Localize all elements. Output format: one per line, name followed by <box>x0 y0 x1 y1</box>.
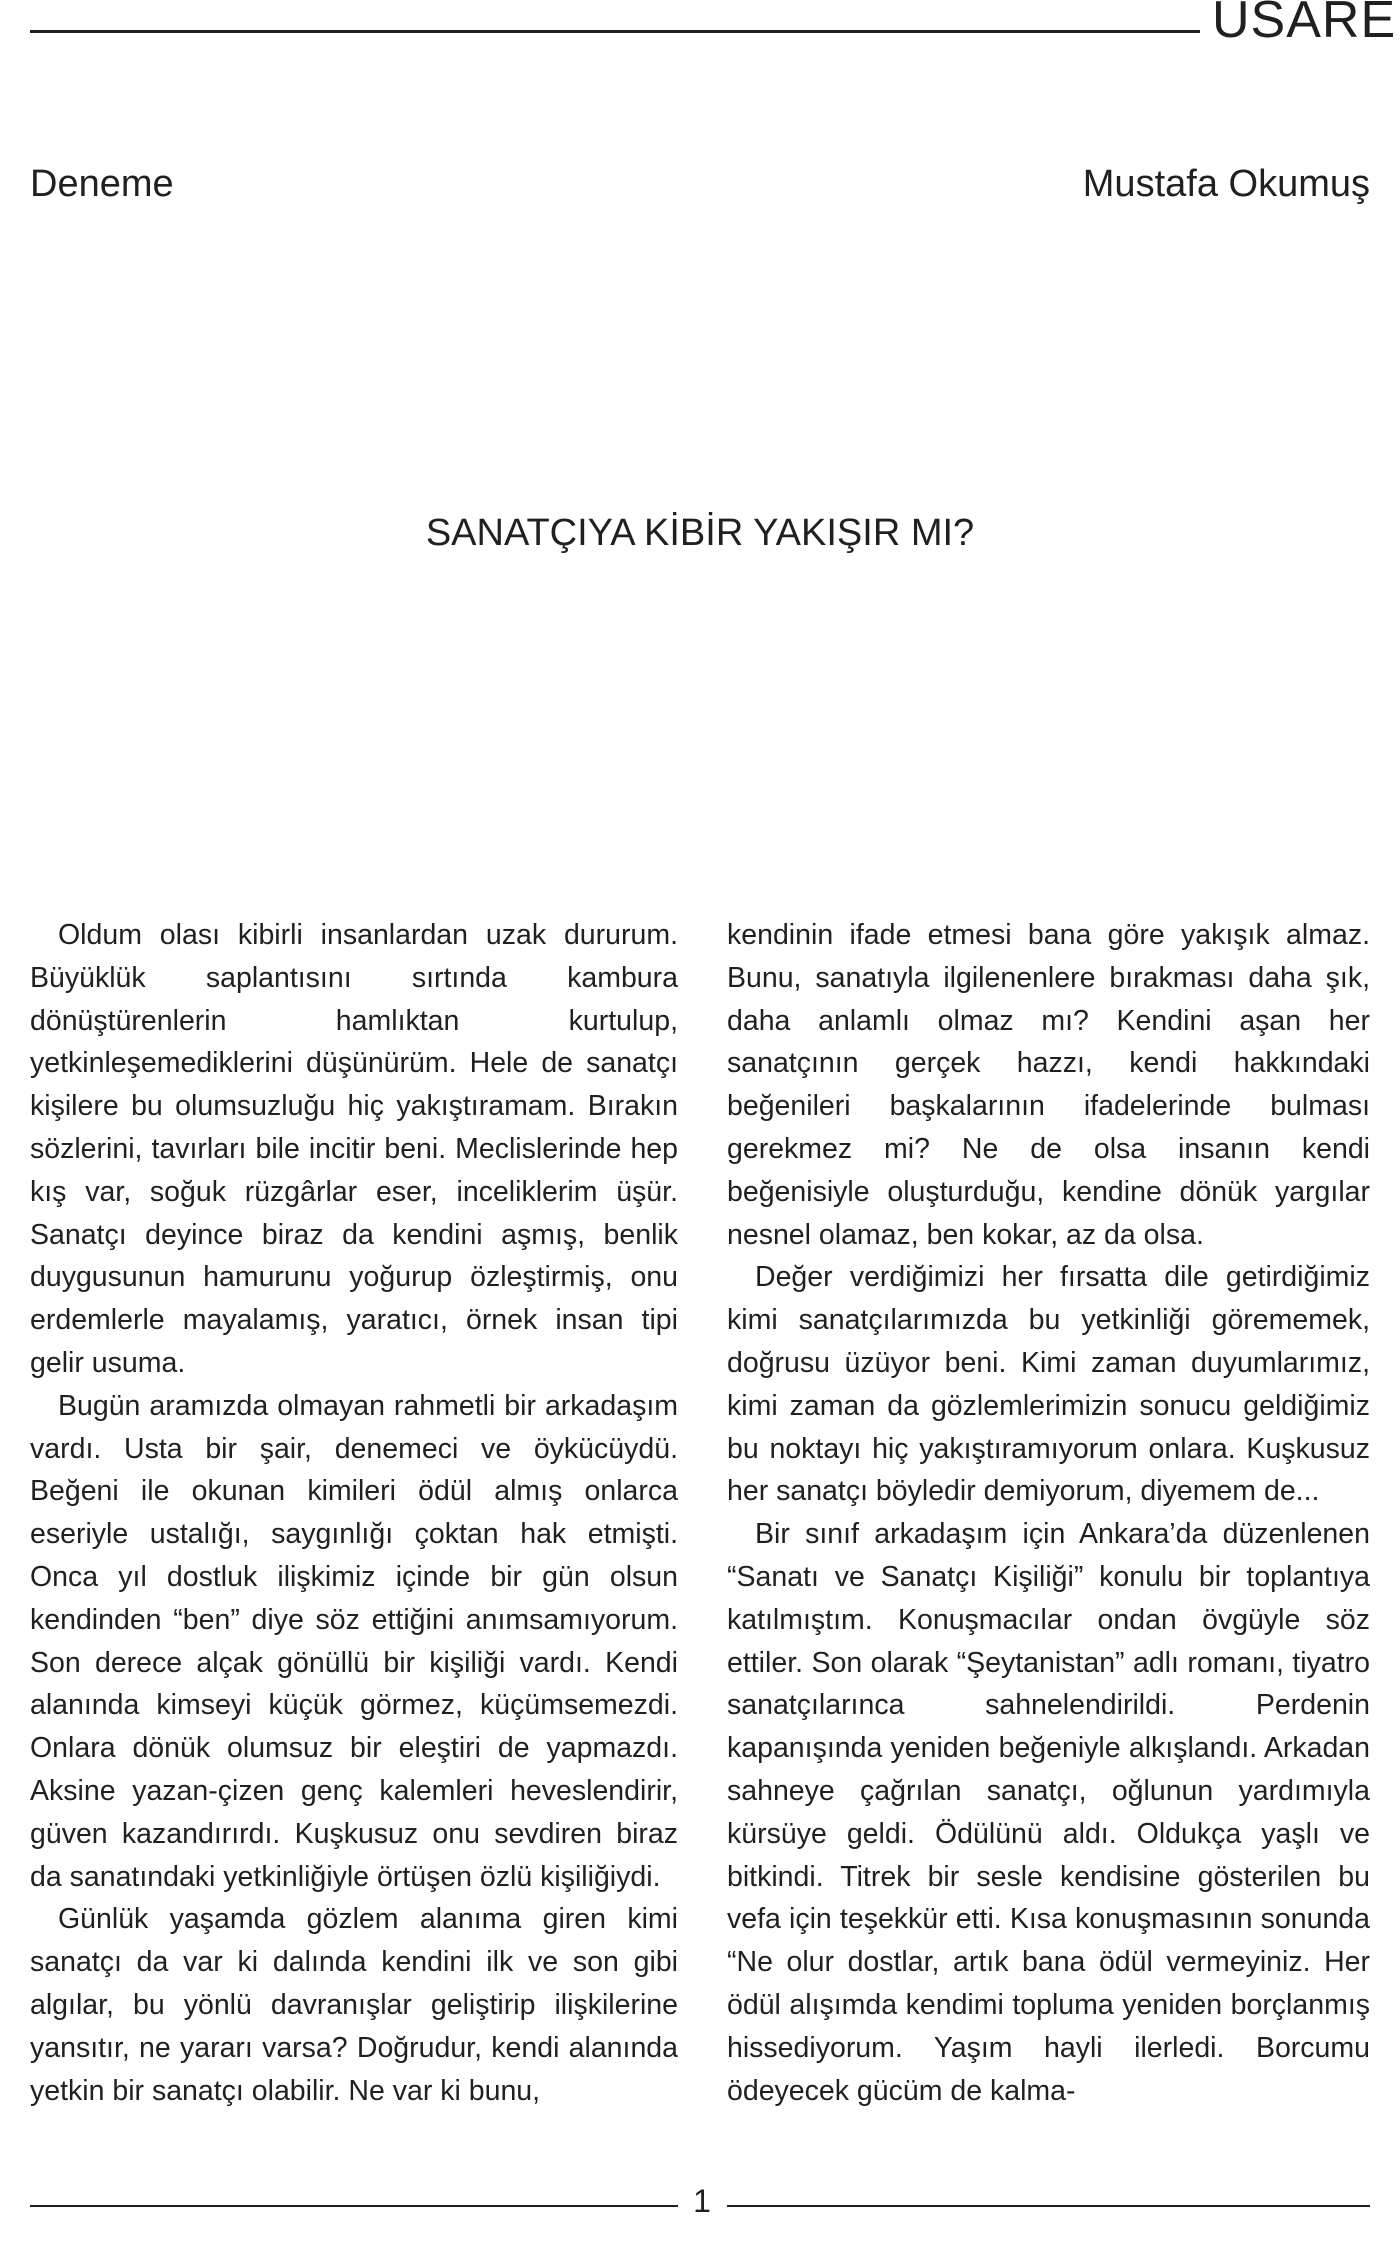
paragraph: Bugün aramızda olmayan rahmetli bir arkadaşım vardı. Usta bir şair, denemeci ve öykücüydü. Beğeni ile okunan kimileri ödül almış onlarca eseriyle ustalığı, saygınlığı çoktan hak etmişti. Onca yıl dostluk ilişkimiz içinde bir gün olsun kendinden “ben” diye söz ettiğini anımsamıyorum. Son derece alçak gönüllü bir kişiliği vardı. Kendi alanında kimseyi küçük görmez, küçümsemezdi. Onlara dönük olumsuz bir eleştiri de yapmazdı. Aksine yazan-çizen genç kalemleri heveslendirir, güven kazandırırdı. Kuşkusuz onu sevdiren biraz da sanatındaki yetkinliğiyle örtüşen özlü kişiliğiydi. <box>30 1389 678 1893</box>
right-column <box>727 914 1370 2112</box>
paragraph: Günlük yaşamda gözlem alanıma giren kimi sanatçı da var ki dalında kendini ilk ve son gibi algılar, bu yönlü davranışlar geliştirip ilişkilerine yansıtır, ne yararı varsa? Doğrudur, kendi alanında yetkin bir sanatçı olabilir. Ne var ki bunu, <box>30 1903 678 2107</box>
header-rule <box>30 30 1200 33</box>
paragraph-continuation: kendinin ifade etmesi bana göre yakışık almaz. Bunu, sanatıyla ilgilenenlere bırakması daha şık, daha anlamlı olmaz mı? Kendini aşan her sanatçının gerçek hazzı, kendi hakkındaki beğenileri başkalarının ifadelerinde bulması gerekmez mi? Ne de olsa insanın kendi beğenisiyle oluşturduğu, kendine dönük yargılar nesnel olamaz, ben kokar, az da olsa. <box>727 919 1370 1251</box>
footer-rule-right <box>727 2205 1370 2207</box>
article-title: SANATÇIYA KİBİR YAKIŞIR MI? <box>425 512 975 554</box>
paragraph: Oldum olası kibirli insanlardan uzak dururum. Büyüklük saplantısını sırtında kambura dönüştürenlerin hamlıktan kurtulup, yetkinleşemediklerini düşünürüm. Hele de sanatçı kişilere bu olumsuzluğu hiç yakıştıramam. Bırakın sözlerini, tavırları bile incitir beni. Meclislerinde hep kış var, soğuk rüzgârlar eser, inceliklerim üşür. Sanatçı deyince biraz da kendini aşmış, benlik duygusunun hamurunu yoğurup özleştirmiş, onu erdemlerle mayalamış, yaratıcı, örnek insan tipi gelir usuma. <box>30 919 678 1379</box>
paragraph: Bir sınıf arkadaşım için Ankara’da düzenlenen “Sanatı ve Sanatçı Kişiliği” konulu bir toplantıya katılmıştım. Konuşmacılar ondan övgüyle söz ettiler. Son olarak “Şeytanistan” adlı romanı, tiyatro sanatçılarınca sahnelendirildi. Perdenin kapanışında yeniden beğeniyle alkışlandı. Arkadan sahneye çağrılan sanatçı, oğlunun yardımıyla kürsüye geldi. Ödülünü aldı. Oldukça yaşlı ve bitkindi. Titrek bir sesle kendisine gösterilen bu vefa için teşekkür etti. Kısa konuşmasının sonunda “Ne olur dostlar, artık bana ödül vermeyiniz. Her ödül alışımda kendimi topluma yeniden borçlanmış hissediyorum. Yaşım hayli ilerledi. Borcumu ödeyecek gücüm de kalma- <box>727 1518 1370 2107</box>
section-label: Deneme <box>30 163 174 205</box>
left-column <box>30 914 678 2112</box>
magazine-name: USARE <box>1212 0 1397 49</box>
author-name: Mustafa Okumuş <box>1082 163 1370 205</box>
paragraph: Değer verdiğimizi her fırsatta dile getirdiğimiz kimi sanatçılarımızda bu yetkinliği görememek, doğrusu üzüyor beni. Kimi zaman duyumlarımız, kimi zaman da gözlemlerimizin sonucu geldiğimiz bu noktayı hiç yakıştıramıyorum onlara. Kuşkusuz her sanatçı böyledir demiyorum, diyemem de... <box>727 1261 1370 1508</box>
footer-rule-left <box>30 2205 678 2207</box>
page-number: 1 <box>693 2183 711 2219</box>
